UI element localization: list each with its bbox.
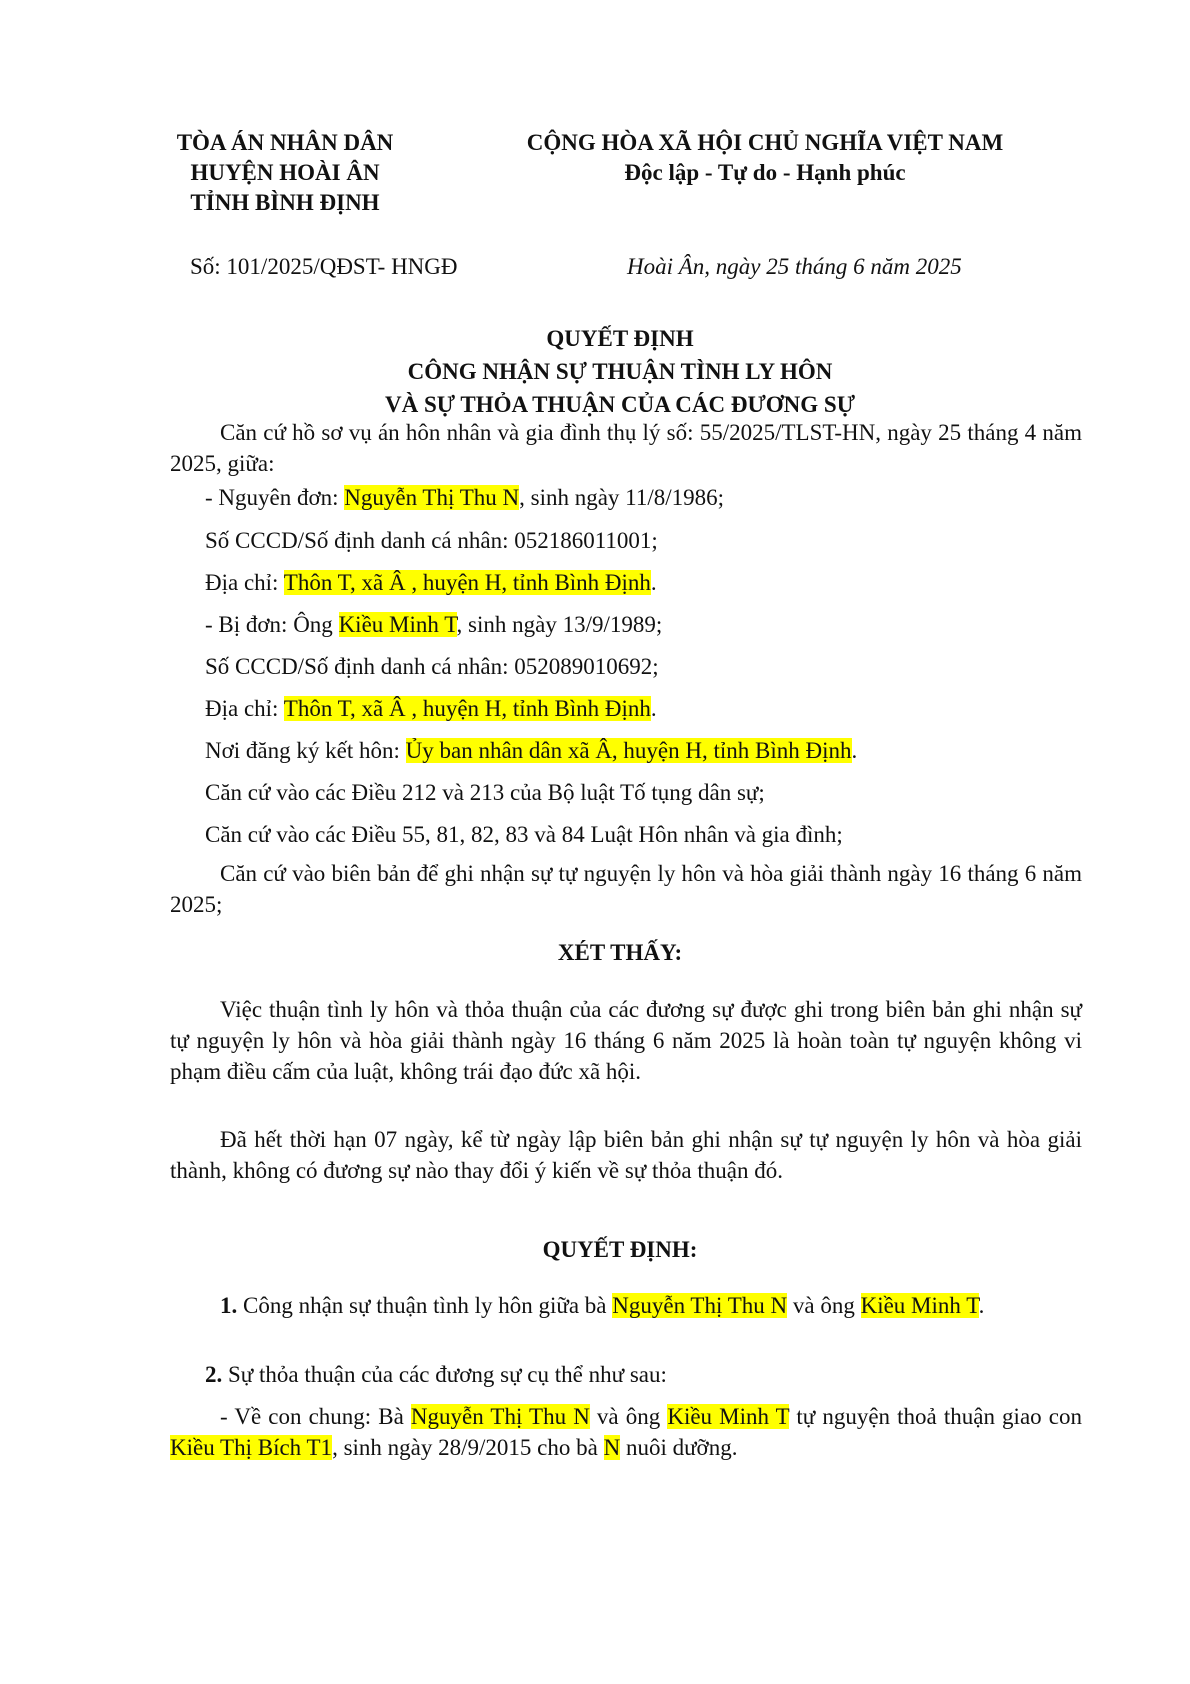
- child-name: Kiều Thị Bích T1: [170, 1435, 333, 1460]
- court-province: TỈNH BÌNH ĐỊNH: [190, 190, 380, 215]
- custodian-name: N: [603, 1435, 621, 1460]
- husband-name: Kiều Minh T: [860, 1293, 979, 1318]
- father-name: Kiều Minh T: [667, 1404, 790, 1429]
- title-line-2: CÔNG NHẬN SỰ THUẬN TÌNH LY HÔN: [407, 359, 833, 384]
- nation-motto: Độc lập - Tự do - Hạnh phúc: [624, 160, 906, 185]
- wife-name: Nguyễn Thị Thu N: [612, 1293, 788, 1318]
- defendant-address-line: Địa chỉ: Thôn T, xã Â , huyện H, tỉnh Bình Định.: [205, 696, 657, 721]
- plaintiff-name: Nguyễn Thị Thu N: [344, 485, 520, 510]
- considerations-heading: XÉT THẤY:: [557, 940, 683, 965]
- document-number: Số: 101/2025/QĐST- HNGĐ: [190, 254, 458, 279]
- basis-mediation-record: Căn cứ vào biên bản để ghi nhận sự tự nguyện ly hôn và hòa giải thành ngày 16 tháng 6 năm 2025;: [170, 861, 1082, 917]
- basis-civil-procedure: Căn cứ vào các Điều 212 và 213 của Bộ luật Tố tụng dân sự;: [205, 780, 765, 805]
- court-district: HUYỆN HOÀI ÂN: [190, 160, 380, 185]
- title-line-3: VÀ SỰ THỎA THUẬN CỦA CÁC ĐƯƠNG SỰ: [384, 392, 856, 417]
- plaintiff-line: - Nguyên đơn: Nguyễn Thị Thu N, sinh ngày 11/8/1986;: [205, 485, 724, 510]
- plaintiff-address: Thôn T, xã Â , huyện H, tỉnh Bình Định: [283, 570, 651, 595]
- national-header: [470, 128, 1060, 188]
- plaintiff-id: Số CCCD/Số định danh cá nhân: 052186011001;: [205, 528, 658, 553]
- defendant-name: Kiều Minh T: [338, 612, 457, 637]
- basis-case-file: Căn cứ hồ sơ vụ án hôn nhân và gia đình thụ lý số: 55/2025/TLST-HN, ngày 25 tháng 4 năm 2025, giữa:: [170, 420, 1082, 476]
- court-header: [160, 128, 410, 218]
- considerations-para-2: Đã hết thời hạn 07 ngày, kể từ ngày lập biên bản ghi nhận sự tự nguyện ly hôn và hòa giải thành, không có đương sự nào thay đổi ý kiến về sự thỏa thuận đó.: [170, 1127, 1082, 1183]
- considerations-para-1: Việc thuận tình ly hôn và thỏa thuận của các đương sự được ghi trong biên bản ghi nhận sự tự nguyện ly hôn và hòa giải thành ngày 16 tháng 6 năm 2025 là hoàn toàn tự nguyện không vi phạm điều cấm của luật, không trái đạo đức xã hội.: [170, 997, 1082, 1084]
- defendant-address: Thôn T, xã Â , huyện H, tỉnh Bình Định: [283, 696, 651, 721]
- defendant-id: Số CCCD/Số định danh cá nhân: 052089010692;: [205, 654, 659, 679]
- marriage-place: Ủy ban nhân dân xã Â, huyện H, tỉnh Bình Định: [405, 738, 852, 763]
- court-name: TÒA ÁN NHÂN DÂN: [176, 130, 394, 155]
- plaintiff-address-line: Địa chỉ: Thôn T, xã Â , huyện H, tỉnh Bình Định.: [205, 570, 657, 595]
- title-line-1: QUYẾT ĐỊNH: [546, 326, 694, 351]
- decision-item-2: 2. Sự thỏa thuận của các đương sự cụ thể như sau:: [205, 1362, 667, 1387]
- defendant-line: - Bị đơn: Ông Kiều Minh T, sinh ngày 13/9/1989;: [205, 612, 663, 637]
- mother-name: Nguyễn Thị Thu N: [410, 1404, 590, 1429]
- place-date: Hoài Ân, ngày 25 tháng 6 năm 2025: [627, 254, 962, 279]
- decision-item-1: 1. Công nhận sự thuận tình ly hôn giữa bà Nguyễn Thị Thu N và ông Kiều Minh T.: [220, 1293, 985, 1318]
- document-title: [160, 322, 1080, 421]
- decision-heading: QUYẾT ĐỊNH:: [542, 1237, 698, 1262]
- nation-title: CỘNG HÒA XÃ HỘI CHỦ NGHĨA VIỆT NAM: [526, 130, 1004, 155]
- basis-family-law: Căn cứ vào các Điều 55, 81, 82, 83 và 84 Luật Hôn nhân và gia đình;: [205, 822, 843, 847]
- marriage-registration-line: Nơi đăng ký kết hôn: Ủy ban nhân dân xã Â, huyện H, tỉnh Bình Định.: [205, 738, 858, 763]
- decision-child-custody: - Về con chung: Bà Nguyễn Thị Thu N và ông Kiều Minh T tự nguyện thoả thuận giao con Kiều Thị Bích T1, sinh ngày 28/9/2015 cho bà N nuôi dưỡng.: [170, 1404, 1082, 1460]
